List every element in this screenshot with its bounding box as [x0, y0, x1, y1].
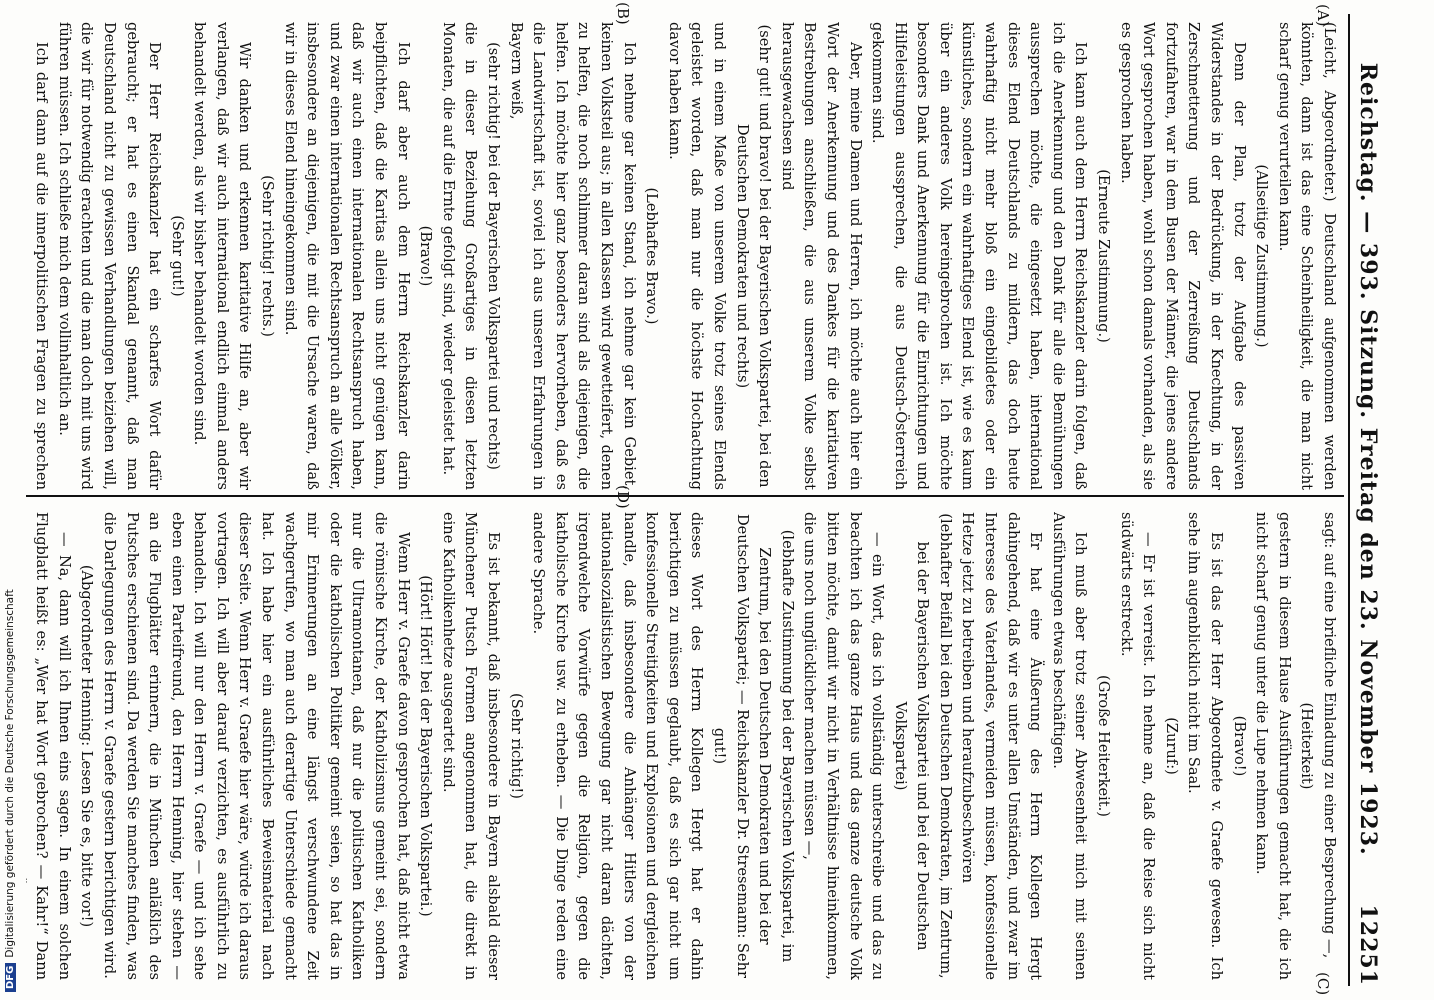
- paragraph: — Na, dann will ich Ihnen eins sagen. In einem solchen Flugblatt heißt es: „Wer hat Wort gebrochen? — Kahr!“ Dann: [33, 512, 73, 980]
- right-column: [26, 512, 1340, 980]
- paragraph: dieses Wort des Herrn Kollegen Hergt hat er dahin berichtigen zu müssen geglaubt, daß es sich gar nicht um konfessionelle Streitigkeiten und Explosionen und dergleichen handle, daß insbesondere die Anhänger Hitlers von der nationalsozialistischen Bewegung gar nicht daran dächten, irgendwelche Vorwürfe gegen die Religion, gegen die katholische Kirche usw. zu erheben. — Die Dinge reden eine andere Sprache.: [530, 512, 706, 980]
- interjection: (sehr richtig! bei der Bayerischen Volkspartei und rechts): [485, 42, 503, 470]
- margin-marker-a: (A): [1314, 4, 1332, 27]
- interjection: (Allseitige Zustimmung.): [1253, 164, 1271, 348]
- paragraph: Wir danken und erkennen karitative Hilfe an, aber wir verlangen, daß wir auch international endlich einmal anders behandelt werden, als wir bisher behandelt worden sind.: [191, 22, 254, 490]
- interjection: (Hört! Hört! bei der Bayerischen Volkspartei.): [417, 575, 435, 917]
- paragraph: (Leicht, Abgeordneter.) Deutschland aufgenommen werden könnten, dann ist das eine Scheinheiligkeit, die man nicht scharf genug verurteilen kann.: [1275, 22, 1338, 490]
- interjection: (Abgeordneter Henning: Lesen Sie es, bitte vor!): [78, 564, 96, 928]
- paragraph: Der Herr Reichskanzler hat ein scharfes Wort dafür gebraucht; er hat es einen Skandal genannt, daß man Deutschland nicht zu gewissen Verhandlungen beiziehen will, die wir für notwendig erachten und die man doch mit uns wird führen müssen. Ich schließe mich dem vollinhaltlich an.: [55, 22, 164, 490]
- paragraph: Es ist bekannt, daß insbesondere in Bayern alsbald dieser Münchener Putsch Formen angenommen hat, die direkt in eine Katholikenhetze ausgeartet sind.: [439, 512, 503, 980]
- interjection: (Erneute Zustimmung.): [1095, 169, 1113, 343]
- column-divider: [26, 495, 1344, 497]
- paragraph: sagt: auf eine briefliche Einladung zu einer Besprechung —,: [1321, 512, 1338, 959]
- margin-marker-b: (B): [614, 2, 632, 25]
- paragraph: Er hat eine Äußerung des Herrn Kollegen Hergt dahingehend, daß wir es unter allen Umständen, und zwar im Interesse des Vaterlandes, vermeiden müssen, konfessionelle Hetze jetzt zu betreiben und heraufzubeschwören: [959, 512, 1045, 980]
- interjection: (Lebhaftes Bravo.): [643, 187, 661, 325]
- interjection: (Sehr richtig! rechts.): [259, 175, 277, 337]
- paragraph: Ich darf aber auch dem Herrn Reichskanzler darin beipflichten, daß die Karitas allein uns nicht genügen kann, daß wir auch einen internationalen Rechtsanspruch haben, und zwar einen internationalen Rechtsanspruch an alle Völker, insbesondere an diejenigen, die mit die Ursache waren, daß wir in dieses Elend hineingekommen sind.: [281, 22, 412, 490]
- interjection: (Große Heiterkeit.): [1095, 675, 1113, 817]
- page-number: 12251: [1355, 904, 1381, 986]
- paragraph: gestern in diesem Hause Ausführungen gemacht hat, die ich nicht scharf genug unter die Lupe nehmen kann.: [1253, 512, 1293, 980]
- paragraph: Wenn Herr v. Graefe davon gesprochen hat, daß nicht etwa die römische Kirche, der Katholizismus gemeint sei, sondern nur die Ultramontanen, daß nur die politischen Katholiken oder die katholischen Politiker gemeint seien, so hat das in mir Erinnerungen an eine längst verschwundene Zeit wachgerufen, wo man auch derartige Unterschiede gemacht hat. Ich habe hier ein ausführliches Beweismaterial nach dieser Seite. Wenn Herr v. Graefe hier wäre, würde ich daraus vortragen. Ich will aber darauf verzichten, es ausführlich zu behandeln. Ich will nur den Herrn v. Graefe — und ich sehe eben einen Parteifreund, den Herrn Henning, hier stehen — an die Flugblätter erinnern, die in München anläßlich des Putsches erschienen sind. Da werden Sie manches finden, was die Darlegungen des Herrn v. Graefe gestern berichtigen wird.: [100, 512, 412, 980]
- interjection: (Bravo!): [1230, 715, 1248, 777]
- digitization-credit-text: Digitalisierung gefördert durch die Deutsche Forschungsgemeinschaft: [4, 589, 16, 958]
- interjection: (Sehr richtig!): [507, 693, 525, 799]
- interjection: (sehr gut! und bravo! bei der Bayerischen Volkspartei, bei den Deutschen Demokraten und rechts): [733, 24, 774, 488]
- digitization-credit: [4, 589, 16, 992]
- left-column: [26, 22, 1340, 490]
- paragraph: Ich kann auch dem Herrn Reichskanzler darin folgen, daß ich die Anerkennung und den Dank für alle die Bemühungen aussprechen möchte, die eingesetzt haben, international dieses Elend Deutschlands zu mildern, das doch heute wahrhaftig nicht mehr bloß ein eingebildetes oder ein künstliches, sondern ein wahrhaftiges Elend ist, wie es kaum über ein anderes Volk hereingebrochen ist. Ich möchte besonders Dank und Anerkennung für die Einrichtungen und Hilfeleistungen aussprechen, die aus Deutsch-Österreich gekommen sind.: [869, 22, 1090, 490]
- paragraph: Ich nehme gar keinen Stand, ich nehme gar kein Gebiet, keinen Volksteil aus; in allen Klassen wird gewetteifert, denen zu helfen, die noch schlimmer daran sind als diejenigen, die helfen. Ich möchte hier ganz besonders hervorheben, daß es die Landwirtschaft ist, soviel ich aus unseren Erfahrungen in Bayern weiß,: [507, 22, 638, 490]
- paragraph: — Er ist verreist. Ich nehme an, daß die Reise sich nicht südwärts erstreckt.: [1117, 512, 1158, 980]
- interjection: (Zuruf:): [1162, 717, 1180, 775]
- running-header: [1348, 14, 1386, 986]
- interjection: (Heiterkeit): [1298, 702, 1316, 790]
- paragraph: und in einem Maße von unserem Volke trotz seines Elends geleistet worden, daß man nur die höchste Hochachtung davor haben kann.: [665, 22, 728, 490]
- paragraph: Es ist das der Herr Abgeordnete v. Graefe gewesen. Ich sehe ihn augenblicklich nicht im Saal.: [1185, 512, 1226, 980]
- interjection: (Sehr gut!): [168, 215, 186, 297]
- interjection: (lebhafte Zustimmung bei der Bayerischen Volkspartei, im Zentrum, bei den Deutschen Demokraten und bei der Deutschen Volkspartei; — Reichskanzler Dr. Stresemann: Sehr gut!): [710, 513, 796, 979]
- paragraph: Aber, meine Damen und Herren, ich möchte auch hier ein Wort der Anerkennung und des Dankes für die karitativen Bestrebungen anschließen, die aus unserem Volke selbst herausgewachsen sind: [778, 22, 864, 490]
- margin-marker-d: (D): [614, 485, 632, 509]
- paragraph: Denn der Plan, trotz der Aufgabe des passiven Widerstandes in der Bedrückung, in der Knechtung, in der Zerschmetterung und der Zerreißung Deutschlands fortzufahren, war in dem Busen der Männer, die jenes andere Wort gesprochen haben, wohl schon damals vorhanden, als sie es gesprochen haben.: [1117, 22, 1248, 490]
- interjection: (Bravo!): [417, 225, 435, 287]
- paragraph: — ein Wort, das ich vollständig unterschreibe und das zu beachten ich das ganze Haus und das ganze deutsche Volk bitten möchte, damit wir nicht in Verhältnisse hineinkommen, die uns noch unglücklicher machen müssen —,: [801, 512, 887, 980]
- paragraph: Ich muß aber trotz seiner Abwesenheit mich mit seinen Ausführungen etwas beschäftigen.: [1049, 512, 1090, 980]
- dfg-logo: DFG: [5, 963, 16, 992]
- header-title: Reichstag. — 393. Sitzung. Freitag den 23. November 1923.: [1355, 62, 1381, 856]
- rotated-page-content: [12, 0, 1392, 1000]
- paragraph: Ich darf dann auf die innerpolitischen Fragen zu sprechen: [33, 42, 51, 490]
- margin-marker-c: (C): [1314, 972, 1332, 996]
- paragraph: die in dieser Beziehung Großartiges in diesen letzten Monaten, die auf die Ernte gefolgt sind, wieder geleistet hat.: [439, 22, 480, 490]
- interjection: (lebhafter Beifall bei den Deutschen Demokraten, im Zentrum, bei der Bayerischen Volkspartei und bei der Deutschen Volkspartei): [891, 513, 954, 979]
